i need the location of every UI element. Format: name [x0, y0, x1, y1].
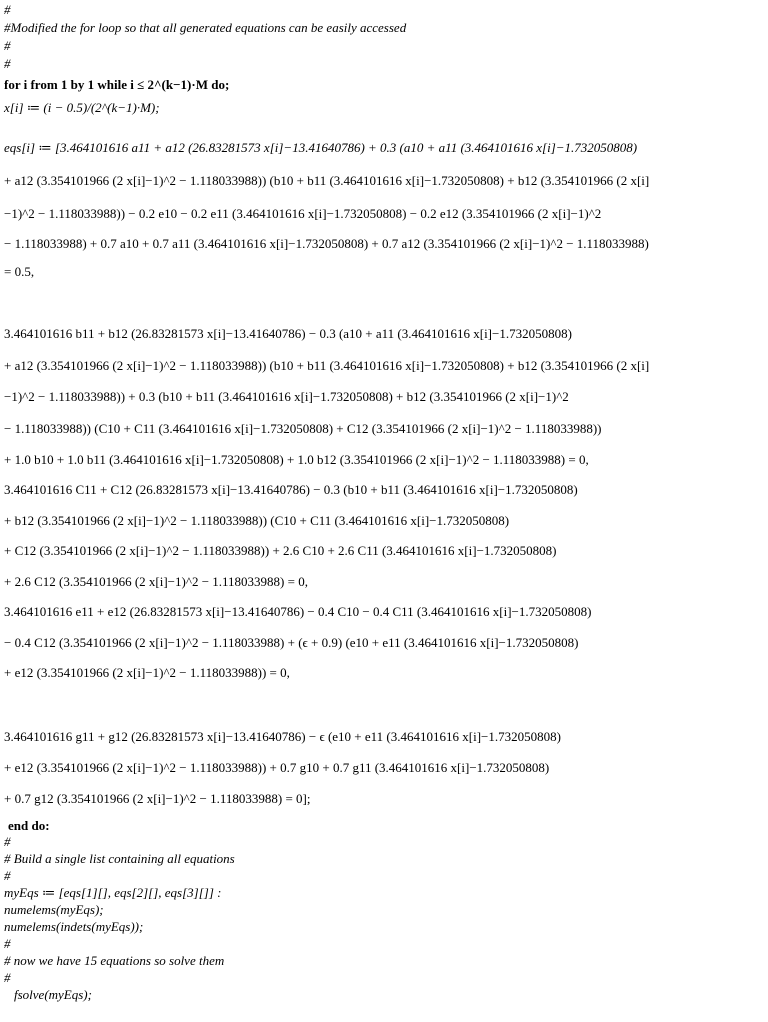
comment-line[interactable]: # [4, 868, 11, 883]
equation-line[interactable]: − 1.118033988) + 0.7 a10 + 0.7 a11 (3.464101616 x[i]−1.732050808) + 0.7 a12 (3.354101966 (2 x[i]−1)^2 − 1.118033988) [4, 236, 649, 251]
equation-line[interactable]: 3.464101616 C11 + C12 (26.83281573 x[i]−13.41640786) − 0.3 (b10 + b11 (3.464101616 x[i]−1.732050808) [4, 482, 578, 497]
comment-line[interactable]: # [4, 38, 11, 53]
code-line[interactable]: numelems(indets(myEqs)); [4, 919, 144, 934]
equation-line[interactable]: + b12 (3.354101966 (2 x[i]−1)^2 − 1.118033988)) (C10 + C11 (3.464101616 x[i]−1.732050808) [4, 513, 510, 528]
equation-line[interactable]: 3.464101616 g11 + g12 (26.83281573 x[i]−13.41640786) − ϵ (e10 + e11 (3.464101616 x[i]−1.732050808) [4, 729, 561, 744]
myEqs-assignment[interactable]: myEqs ≔ [eqs[1][], eqs[2][], eqs[3][]] : [4, 885, 222, 900]
equation-line[interactable]: eqs[i] ≔ [3.464101616 a11 + a12 (26.83281573 x[i]−13.41640786) + 0.3 (a10 + a11 (3.464101616 x[i]−1.732050808) [4, 140, 638, 155]
equation-line[interactable]: −1)^2 − 1.118033988)) + 0.3 (b10 + b11 (3.464101616 x[i]−1.732050808) + b12 (3.354101966 (2 x[i]−1)^2 [4, 389, 569, 404]
equation-line[interactable]: + 2.6 C12 (3.354101966 (2 x[i]−1)^2 − 1.118033988) = 0, [4, 574, 308, 589]
comment-line[interactable]: # [4, 936, 11, 951]
equation-line[interactable]: + a12 (3.354101966 (2 x[i]−1)^2 − 1.118033988)) (b10 + b11 (3.464101616 x[i]−1.732050808) + b12 (3.354101966 (2 x[i] [4, 358, 650, 373]
code-line[interactable]: numelems(myEqs); [4, 902, 104, 917]
comment-line[interactable]: # now we have 15 equations so solve them [4, 953, 225, 968]
comment-line[interactable]: #Modified the for loop so that all generated equations can be easily accessed [4, 20, 407, 35]
comment-line[interactable]: # Build a single list containing all equations [4, 851, 235, 866]
x-assignment[interactable]: x[i] ≔ (i − 0.5)/(2^(k−1)·M); [4, 100, 160, 115]
for-loop-header[interactable]: for i from 1 by 1 while i ≤ 2^(k−1)·M do; [4, 77, 230, 92]
equation-line[interactable]: + 1.0 b10 + 1.0 b11 (3.464101616 x[i]−1.732050808) + 1.0 b12 (3.354101966 (2 x[i]−1)^2 − 1.118033988) = 0, [4, 452, 589, 467]
equation-line[interactable]: + 0.7 g12 (3.354101966 (2 x[i]−1)^2 − 1.118033988) = 0]; [4, 791, 311, 806]
equation-line[interactable]: + C12 (3.354101966 (2 x[i]−1)^2 − 1.118033988)) + 2.6 C10 + 2.6 C11 (3.464101616 x[i]−1.732050808) [4, 543, 557, 558]
equation-line[interactable]: − 1.118033988)) (C10 + C11 (3.464101616 x[i]−1.732050808) + C12 (3.354101966 (2 x[i]−1)^2 − 1.118033988)) [4, 421, 602, 436]
comment-line[interactable]: # [4, 970, 11, 985]
equation-line[interactable]: + a12 (3.354101966 (2 x[i]−1)^2 − 1.118033988)) (b10 + b11 (3.464101616 x[i]−1.732050808) + b12 (3.354101966 (2 x[i] [4, 173, 650, 188]
equation-line[interactable]: = 0.5, [4, 264, 35, 279]
equation-line[interactable]: 3.464101616 b11 + b12 (26.83281573 x[i]−13.41640786) − 0.3 (a10 + a11 (3.464101616 x[i]−1.732050808) [4, 326, 572, 341]
equation-line[interactable]: + e12 (3.354101966 (2 x[i]−1)^2 − 1.118033988)) + 0.7 g10 + 0.7 g11 (3.464101616 x[i]−1.732050808) [4, 760, 550, 775]
equation-line[interactable]: 3.464101616 e11 + e12 (26.83281573 x[i]−13.41640786) − 0.4 C10 − 0.4 C11 (3.464101616 x[i]−1.732050808) [4, 604, 592, 619]
comment-line[interactable]: # [4, 2, 11, 17]
equation-line[interactable]: + e12 (3.354101966 (2 x[i]−1)^2 − 1.118033988)) = 0, [4, 665, 290, 680]
fsolve-call[interactable]: fsolve(myEqs); [14, 987, 92, 1002]
equation-line[interactable]: −1)^2 − 1.118033988)) − 0.2 e10 − 0.2 e11 (3.464101616 x[i]−1.732050808) − 0.2 e12 (3.354101966 (2 x[i]−1)^2 [4, 206, 602, 221]
end-do[interactable]: end do: [8, 818, 50, 833]
comment-line[interactable]: # [4, 834, 11, 849]
equation-line[interactable]: − 0.4 C12 (3.354101966 (2 x[i]−1)^2 − 1.118033988) + (ϵ + 0.9) (e10 + e11 (3.464101616 x[i]−1.732050808) [4, 635, 579, 650]
comment-line[interactable]: # [4, 56, 11, 71]
